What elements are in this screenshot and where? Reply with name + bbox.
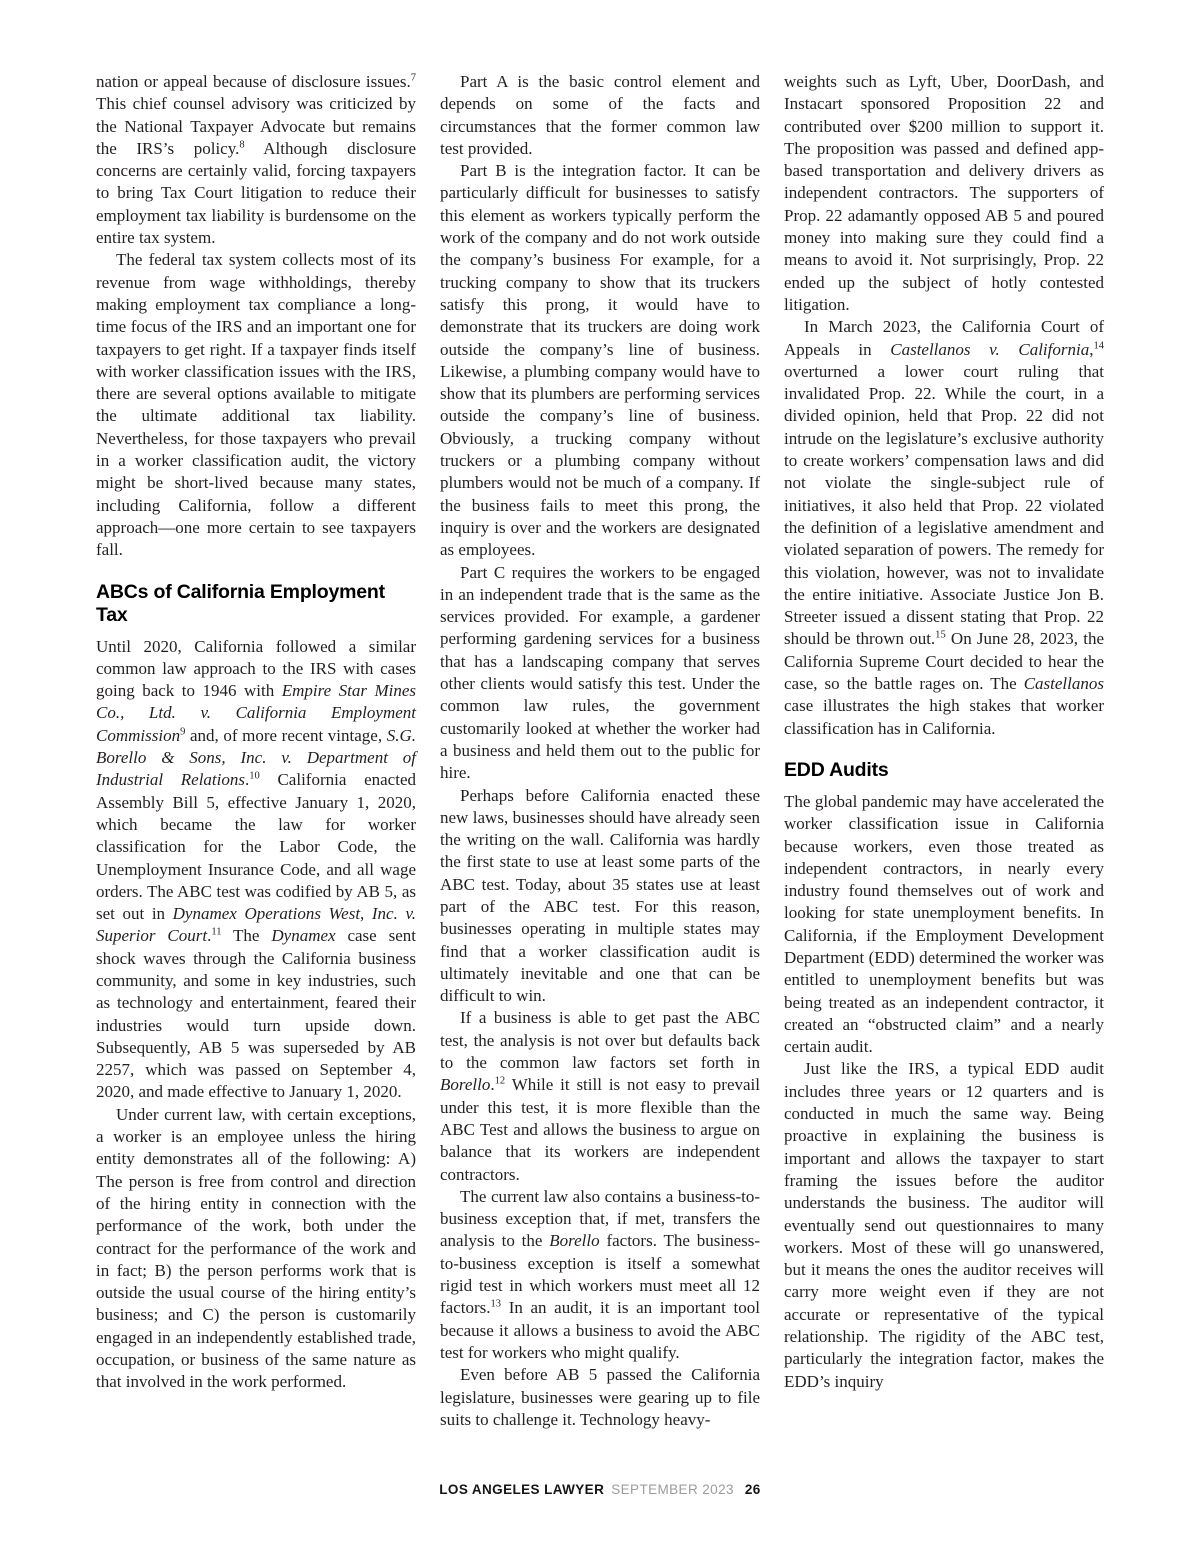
footer-magazine-name: LOS ANGELES LAWYER	[439, 1482, 605, 1497]
paragraph: If a business is able to get past the ABC test, the analysis is not over but defaults back to the common law factors set forth in Borello.$^{12}$ While it still is not easy to prevail under this test, it is more flexible than the ABC Test and allows the business to argue on balance that its workers are independent contractors.	[440, 1008, 760, 1184]
paragraph: The federal tax system collects most of its revenue from wage withholdings, thereby making employment tax compliance a long-time focus of the IRS and an important one for taxpayers to get right. If a taxpayer finds itself with worker classification issues with the IRS, there are several options available to mitigate the ultimate additional tax liability. Nevertheless, for those taxpayers who prevail in a worker classification audit, the victory might be short-lived because many states, including California, follow a different approach—one more certain to see taxpayers fall.	[96, 250, 416, 560]
paragraph: weights such as Lyft, Uber, DoorDash, and Instacart sponsored Proposition 22 and contributed over $200 million to support it. The proposition was passed and defined app-based transportation and delivery drivers as independent contractors. The supporters of Prop. 22 adamantly opposed AB 5 and poured money into making sure they could find a means to avoid it. Not surprisingly, Prop. 22 ended up the subject of hotly contested litigation.	[784, 72, 1104, 314]
text-column-1	[96, 71, 416, 1431]
section-heading: ABCs of California Employment Tax	[96, 580, 385, 626]
footer-issue-date: SEPTEMBER 2023	[611, 1482, 734, 1497]
paragraph: The current law also contains a business-to-business exception that, if met, transfers the analysis to the Borello factors. The business-to-business exception is itself a somewhat rigid test in which workers must meet all 12 factors.$^{13}$ In an audit, it is an important tool because it allows a business to avoid the ABC test for workers who might qualify.	[440, 1186, 761, 1362]
paragraph: Under current law, with certain exceptions, a worker is an employee unless the hiring entity demonstrates all of the following: A) The person is free from control and direction of the hiring entity in connection with the performance of the work, both under the contract for the performance of the work and in fact; B) the person performs work that is outside the usual course of the hiring entity’s business; and C) the person is customarily engaged in an independently established trade, occupation, or business of the same nature as that involved in the work performed.	[96, 1104, 416, 1392]
footer-page-number: 26	[744, 1482, 761, 1497]
section-heading: EDD Audits	[784, 758, 889, 781]
article-body	[96, 71, 1104, 1431]
page-footer	[0, 1482, 1200, 1497]
paragraph: Even before AB 5 passed the California legislature, businesses were gearing up to file suits to challenge it. Technology heavy-	[440, 1365, 760, 1429]
paragraph: Until 2020, California followed a similar common law approach to the IRS with cases going back to 1946 with Empire Star Mines Co., Ltd. v. California Employment Commission$^9$ and, of more recent vintage, S.G. Borello & Sons, Inc. v. Department of Industrial Relations.$^{10}$ California enacted Assembly Bill 5, effective January 1, 2020, which became the law for worker classification for the Labor Code, the Unemployment Insurance Code, and all wage orders. The ABC test was codified by AB 5, as set out in Dynamex Operations West, Inc. v. Superior Court.$^{11}$ The Dynamex case sent shock waves through the California business community, and some in key industries, such as technology and entertainment, feared their industries would turn upside down. Subsequently, AB 5 was superseded by AB 2257, which was passed on September 4, 2020, and made effective to January 1, 2020.	[96, 636, 416, 1102]
paragraph: Just like the IRS, a typical EDD audit includes three years or 12 quarters and is conducted in much the same way. Being proactive in explaining the business is important and allows the taxpayer to start framing the issues before the auditor understands the business. The auditor will eventually send out questionnaires to many workers. Most of these will go unanswered, but it means the ones the auditor receives will carry more weight even if they are not accurate or representative of the typical relationship. The rigidity of the ABC test, particularly the integration factor, makes the EDD’s inquiry	[784, 1059, 1104, 1391]
paragraph: The global pandemic may have accelerated the worker classification issue in California because workers, even those treated as independent contractors, in nearly every industry found themselves out of work and looking for state unemployment benefits. In California, if the Employment Development Department (EDD) determined the worker was entitled to unemployment benefits but was being treated as an independent contractor, it created an “obstructed claim” and a nearly certain audit.	[784, 791, 1104, 1057]
paragraph: Part B is the integration factor. It can be particularly difficult for businesses to satisfy this element as workers typically perform the work of the company and do not work outside the company’s business For example, for a trucking company to show that its truckers satisfy this prong, it would have to demonstrate that its truckers are doing work outside the company’s line of business. Likewise, a plumbing company would have to show that its plumbers are performing services outside the company’s line of business. Obviously, a trucking company without truckers or a plumbing company without plumbers would not be much of a company. If the business fails to meet this prong, the inquiry is over and the workers are designated as employees.	[440, 161, 760, 560]
paragraph: In March 2023, the California Court of Appeals in Castellanos v. California,$^{14}$ overturned a lower court ruling that invalidated Prop. 22. While the court, in a divided opinion, held that Prop. 22 did not intrude on the legislature’s exclusive authority to create workers’ compensation laws and did not violate the single-subject rule of initiatives, it also held that Prop. 22 violated the definition of a legislative amendment and violated separation of powers. The remedy for this violation, however, was not to invalidate the entire initiative. Associate Justice Jon B. Streeter issued a dissent stating that Prop. 22 should be thrown out.$^{15}$ On June 28, 2023, the California Supreme Court decided to hear the case, so the battle rages on. The Castellanos case illustrates the high stakes that worker classification has in California.	[784, 317, 1104, 738]
text-column-2	[440, 71, 760, 1431]
paragraph: nation or appeal because of disclosure issues.$^7$ This chief counsel advisory was criticized by the National Taxpayer Advocate but remains the IRS’s policy.$^8$ Although disclosure concerns are certainly valid, forcing taxpayers to bring Tax Court litigation to reduce their employment tax liability is burdensome on the entire tax system.	[96, 72, 416, 248]
paragraph: Perhaps before California enacted these new laws, businesses should have already seen the writing on the wall. California was hardly the first state to use at least some parts of the ABC test. Today, about 35 states use at least part of the ABC test. For this reason, businesses operating in multiple states may find that a worker classification audit is ultimately inevitable and one that can be difficult to win.	[440, 785, 760, 1006]
text-column-3	[784, 71, 1104, 1431]
paragraph: Part A is the basic control element and depends on some of the facts and circumstances that the former common law test provided.	[440, 72, 760, 158]
paragraph: Part C requires the workers to be engaged in an independent trade that is the same as the services provided. For example, a gardener performing gardening services for a business that has a landscaping company that serves other clients would satisfy this test. Under the common law rules, the government customarily looked at whether the worker had a business and held them out to the public for hire.	[440, 562, 760, 783]
